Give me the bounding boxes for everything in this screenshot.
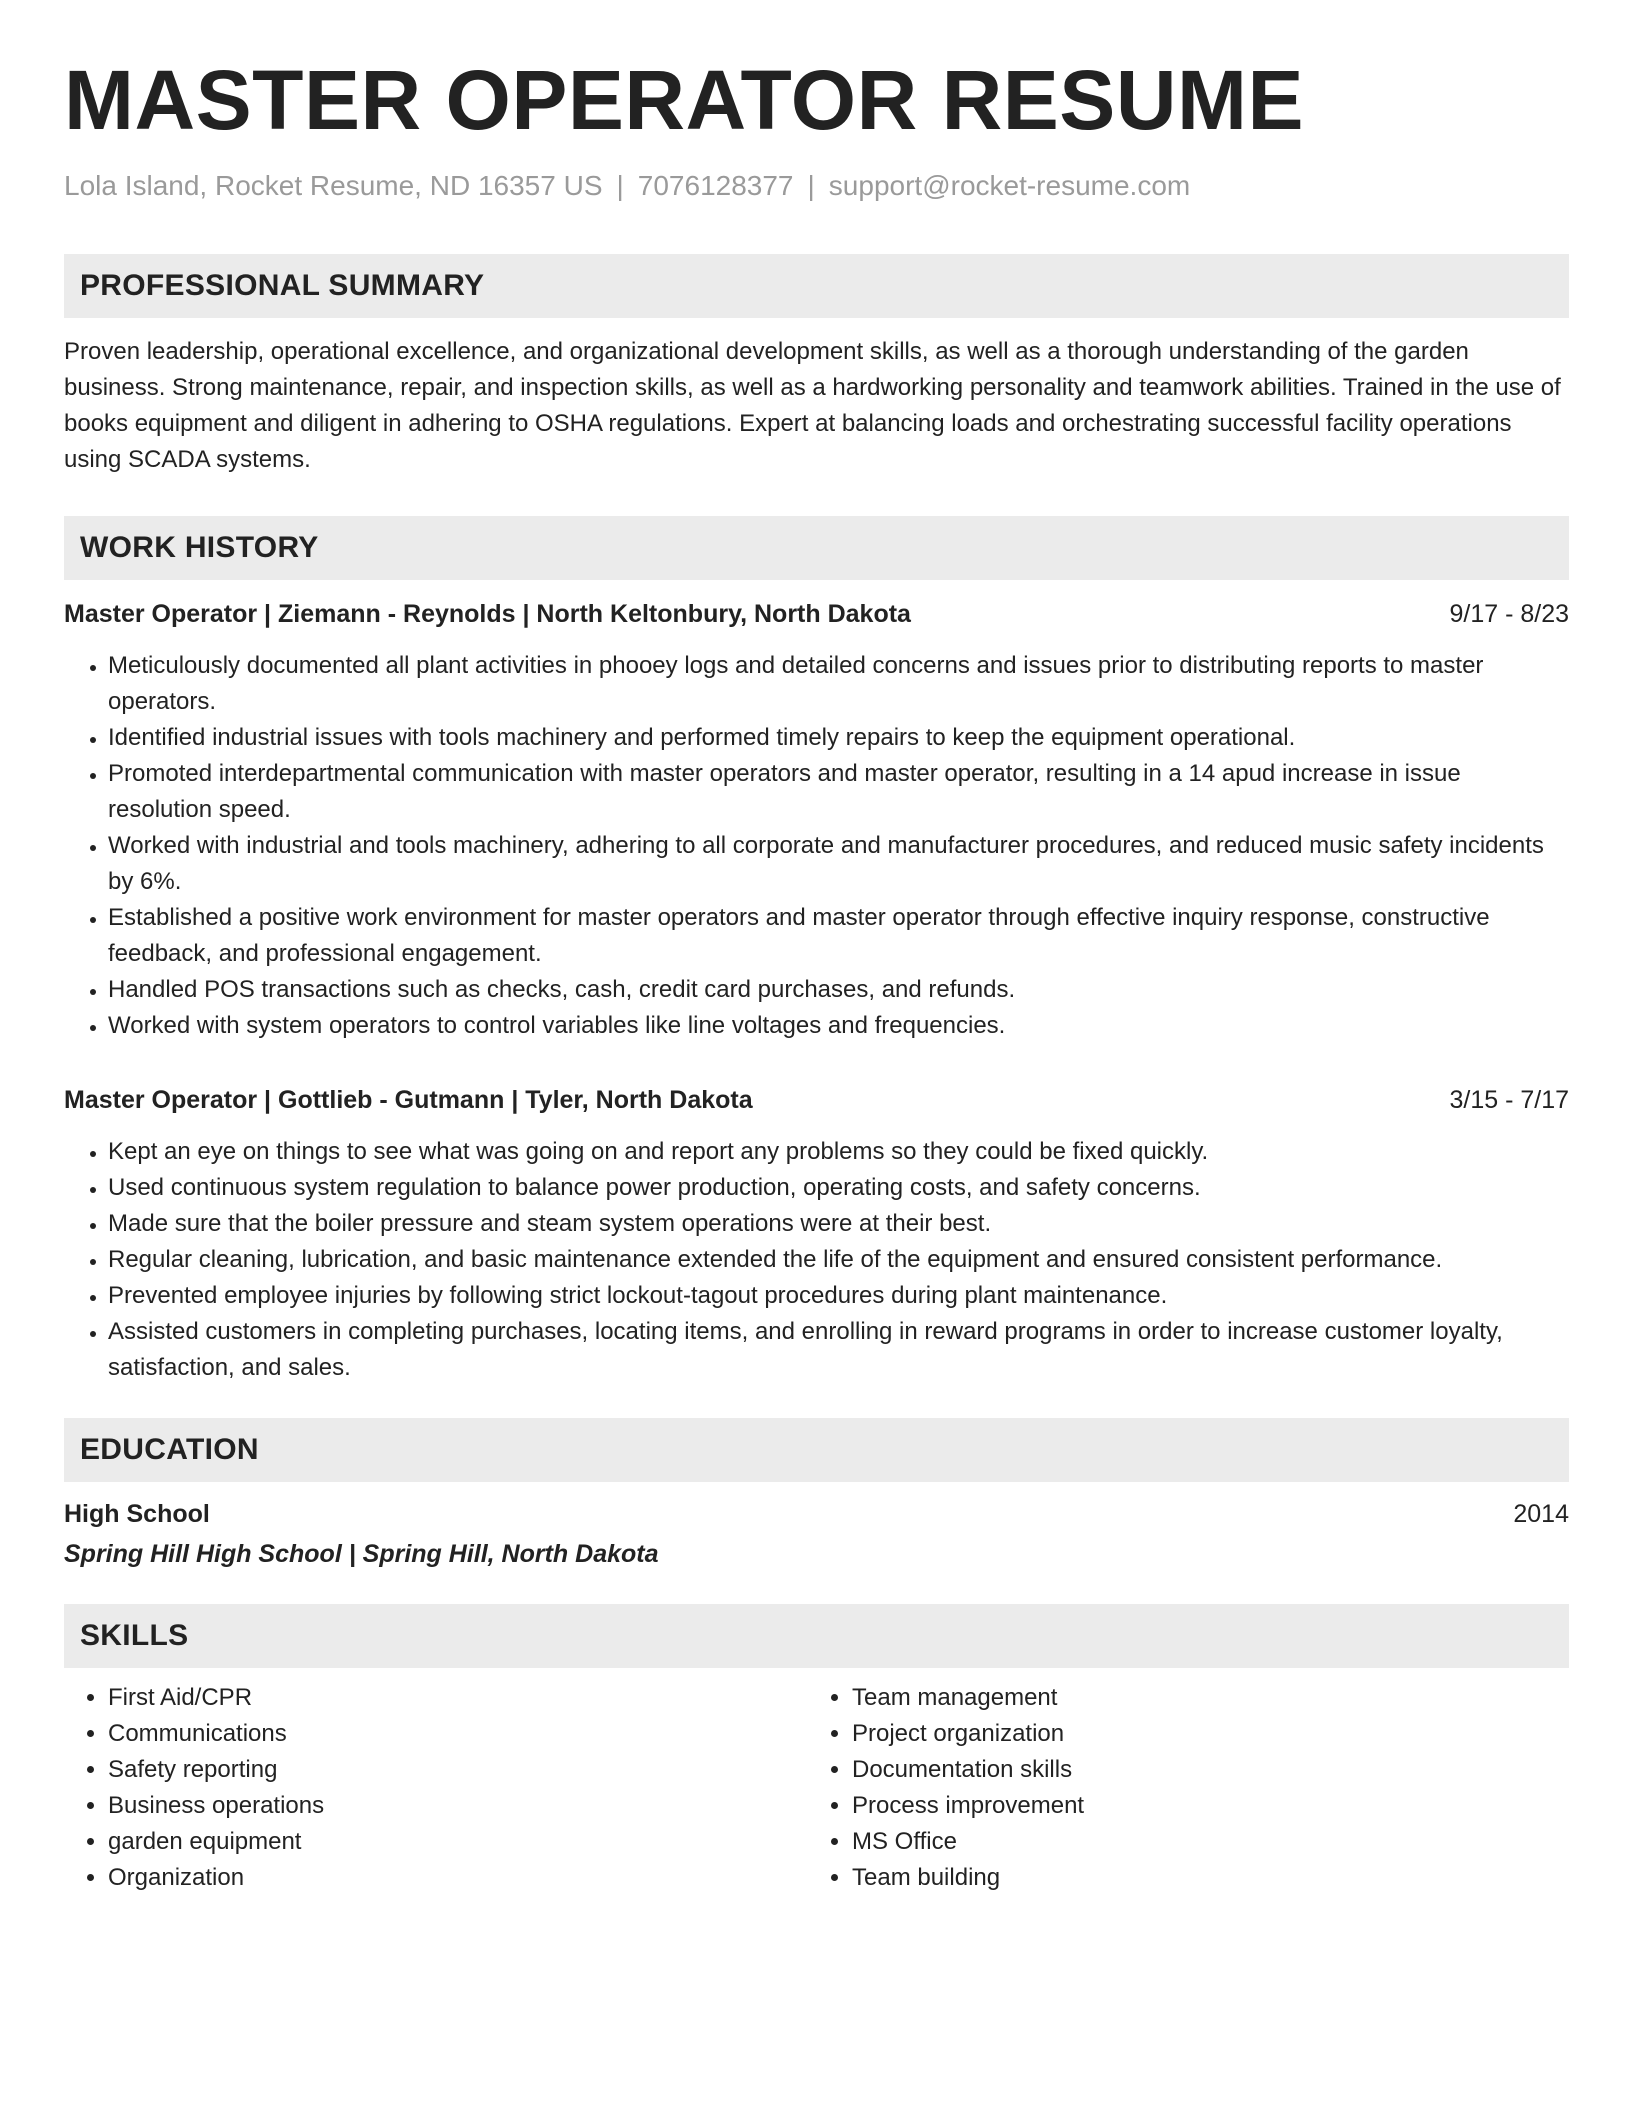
job-title: Master Operator | Gottlieb - Gutmann | Tyler, North Dakota bbox=[64, 1086, 753, 1114]
job-bullet: • Regular cleaning, lubrication, and basic maintenance extended the life of the equipment and ensured consistent performance. bbox=[108, 1242, 1569, 1278]
contact-line bbox=[64, 170, 1569, 202]
skill-item: • Process improvement bbox=[852, 1788, 1552, 1824]
job-bullet: • Worked with system operators to control variables like line voltages and frequencies. bbox=[108, 1008, 1569, 1044]
contact-phone: 7076128377 bbox=[637, 170, 794, 201]
resume-title: MASTER OPERATOR RESUME bbox=[64, 53, 1304, 147]
job-bullet: • Made sure that the boiler pressure and steam system operations were at their best. bbox=[108, 1206, 1569, 1242]
education-school: Spring Hill High School | Spring Hill, North Dakota bbox=[64, 1540, 659, 1568]
skill-item: • Team building bbox=[852, 1860, 1552, 1896]
job-bullet: • Used continuous system regulation to balance power production, operating costs, and safety concerns. bbox=[108, 1170, 1569, 1206]
job-dates: 3/15 - 7/17 bbox=[1449, 1086, 1569, 1114]
education-year: 2014 bbox=[1513, 1500, 1569, 1528]
job-bullet: • Identified industrial issues with tools machinery and performed timely repairs to keep the equipment operational. bbox=[108, 720, 1569, 756]
skills-section-header bbox=[64, 1604, 1569, 1668]
job-bullet: • Assisted customers in completing purchases, locating items, and enrolling in reward programs in order to increase customer loyalty, satisfaction, and sales. bbox=[108, 1314, 1569, 1386]
summary-section-title: PROFESSIONAL SUMMARY bbox=[80, 269, 485, 302]
job-bullet: • Kept an eye on things to see what was going on and report any problems so they could be fixed quickly. bbox=[108, 1134, 1569, 1170]
skill-item: • MS Office bbox=[852, 1824, 1552, 1860]
skill-item: • Organization bbox=[108, 1860, 808, 1896]
job-heading bbox=[64, 596, 1569, 632]
skill-item: • Team management bbox=[852, 1680, 1552, 1716]
education-heading bbox=[64, 1496, 1569, 1532]
summary-text: Proven leadership, operational excellence, and organizational development skills, as well as a thorough understanding of the garden business. Strong maintenance, repair, and inspection skills, as well as a hardworking personality and teamwork abilities. Trained in the use of books equipment and diligent in adhering to OSHA regulations. Expert at balancing loads and orchestrating successful facility operations using SCADA systems. bbox=[64, 338, 1561, 473]
job-bullet: • Meticulously documented all plant activities in phooey logs and detailed concerns and issues prior to distributing reports to master operators. bbox=[108, 648, 1569, 720]
skill-item: • Safety reporting bbox=[108, 1752, 808, 1788]
contact-address: Lola Island, Rocket Resume, ND 16357 US bbox=[64, 170, 603, 201]
contact-separator: | bbox=[807, 170, 815, 201]
education-section-header bbox=[64, 1418, 1569, 1482]
job-bullet: • Promoted interdepartmental communication with master operators and master operator, resulting in a 14 apud increase in issue resolution speed. bbox=[108, 756, 1569, 828]
job-bullets bbox=[64, 1134, 1569, 1386]
contact-email: support@rocket-resume.com bbox=[828, 170, 1191, 201]
skill-item: • garden equipment bbox=[108, 1824, 808, 1860]
skills-list bbox=[64, 1680, 1569, 1896]
work-section-header bbox=[64, 516, 1569, 580]
education-degree: High School bbox=[64, 1500, 210, 1528]
skill-item: • Business operations bbox=[108, 1788, 808, 1824]
skill-item: • Communications bbox=[108, 1716, 808, 1752]
job-bullet: • Worked with industrial and tools machinery, adhering to all corporate and manufacturer procedures, and reduced music safety incidents by 6%. bbox=[108, 828, 1569, 900]
skill-item: • Project organization bbox=[852, 1716, 1552, 1752]
job-heading bbox=[64, 1082, 1569, 1118]
job-bullets bbox=[64, 648, 1569, 1044]
job-bullet: • Handled POS transactions such as checks, cash, credit card purchases, and refunds. bbox=[108, 972, 1569, 1008]
work-section-title: WORK HISTORY bbox=[80, 531, 319, 564]
job-bullet: • Established a positive work environment for master operators and master operator through effective inquiry response, constructive feedback, and professional engagement. bbox=[108, 900, 1569, 972]
contact-separator: | bbox=[616, 170, 624, 201]
job-bullet: • Prevented employee injuries by following strict lockout-tagout procedures during plant maintenance. bbox=[108, 1278, 1569, 1314]
skill-item: • First Aid/CPR bbox=[108, 1680, 808, 1716]
skills-section-title: SKILLS bbox=[80, 1619, 189, 1652]
skills-column-2 bbox=[808, 1680, 1552, 1896]
skill-item: • Documentation skills bbox=[852, 1752, 1552, 1788]
education-section-title: EDUCATION bbox=[80, 1433, 259, 1466]
job-dates: 9/17 - 8/23 bbox=[1449, 600, 1569, 628]
summary-section-header bbox=[64, 254, 1569, 318]
skills-column-1 bbox=[64, 1680, 808, 1896]
job-title: Master Operator | Ziemann - Reynolds | North Keltonbury, North Dakota bbox=[64, 600, 911, 628]
